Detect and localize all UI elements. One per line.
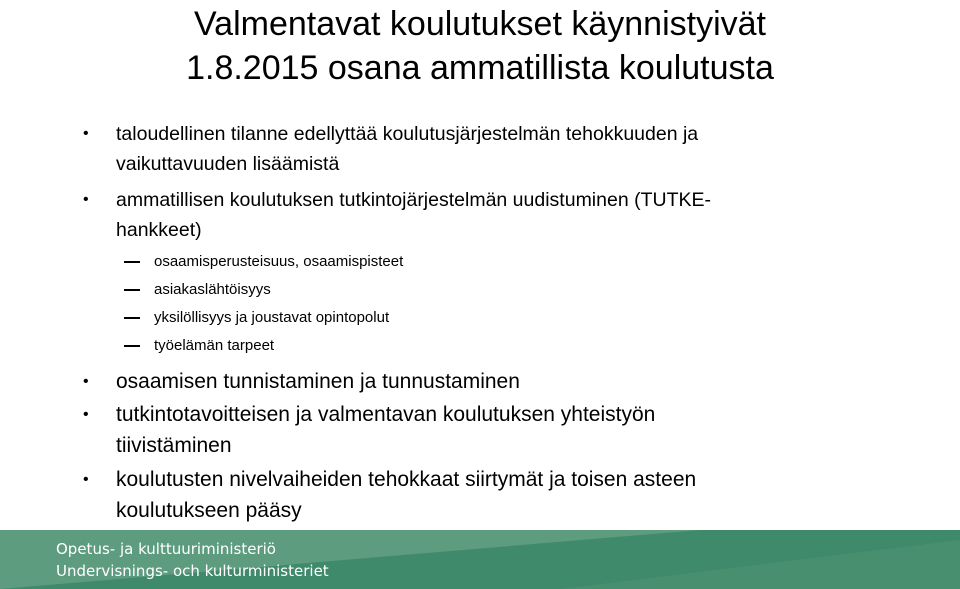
- bullet-text-line-1: osaamisen tunnistaminen ja tunnustaminen: [116, 370, 520, 393]
- bullet-marker-icon: •: [83, 191, 89, 208]
- bullet-text-line-2: tiivistäminen: [116, 434, 232, 457]
- bullet-item: [83, 464, 876, 526]
- bullet-item: [83, 119, 876, 179]
- dash-marker-icon: [124, 317, 140, 319]
- bullet-marker-icon: •: [83, 471, 89, 488]
- sub-bullet-text: osaamisperusteisuus, osaamispisteet: [154, 253, 404, 270]
- bullet-marker-icon: •: [83, 373, 89, 390]
- slide-title-line-1: Valmentavat koulutukset käynnistyivät: [194, 5, 766, 43]
- dash-marker-icon: [124, 345, 140, 347]
- ministry-name-fi: Opetus- ja kulttuuriministeriö: [56, 540, 276, 558]
- sub-bullet-item: [154, 336, 274, 356]
- bullet-item: [83, 366, 876, 397]
- footer-banner: [0, 530, 960, 589]
- bullet-marker-icon: •: [83, 125, 89, 142]
- bullet-text-line-1: taloudellinen tilanne edellyttää koulutusjärjestelmän tehokkuuden ja: [116, 123, 699, 145]
- bullet-item: [83, 399, 876, 461]
- sub-bullet-text: työelämän tarpeet: [154, 337, 275, 354]
- dash-marker-icon: [124, 261, 140, 263]
- sub-bullet-item: [154, 280, 271, 300]
- bullet-text-line-1: ammatillisen koulutuksen tutkintojärjestelmän uudistuminen (TUTKE-: [116, 189, 711, 211]
- bullet-item: [83, 185, 876, 245]
- sub-bullet-text: asiakaslähtöisyys: [154, 281, 271, 298]
- sub-bullet-item: [154, 308, 389, 328]
- slide-title-line-2: 1.8.2015 osana ammatillista koulutusta: [186, 49, 774, 87]
- bullet-text-line-2: hankkeet): [116, 219, 202, 241]
- bullet-text-line-2: vaikuttavuuden lisäämistä: [116, 153, 340, 175]
- ministry-name-sv: Undervisnings- och kulturministeriet: [56, 562, 329, 580]
- bullet-text-line-2: koulutukseen pääsy: [116, 499, 302, 522]
- bullet-marker-icon: •: [83, 406, 89, 423]
- dash-marker-icon: [124, 289, 140, 291]
- sub-bullet-text: yksilöllisyys ja joustavat opintopolut: [154, 309, 390, 326]
- sub-bullet-item: [154, 252, 403, 272]
- footer-light-wedge: [560, 540, 960, 589]
- bullet-text-line-1: koulutusten nivelvaiheiden tehokkaat siirtymät ja toisen asteen: [116, 468, 697, 491]
- bullet-text-line-1: tutkintotavoitteisen ja valmentavan koulutuksen yhteistyön: [116, 403, 656, 426]
